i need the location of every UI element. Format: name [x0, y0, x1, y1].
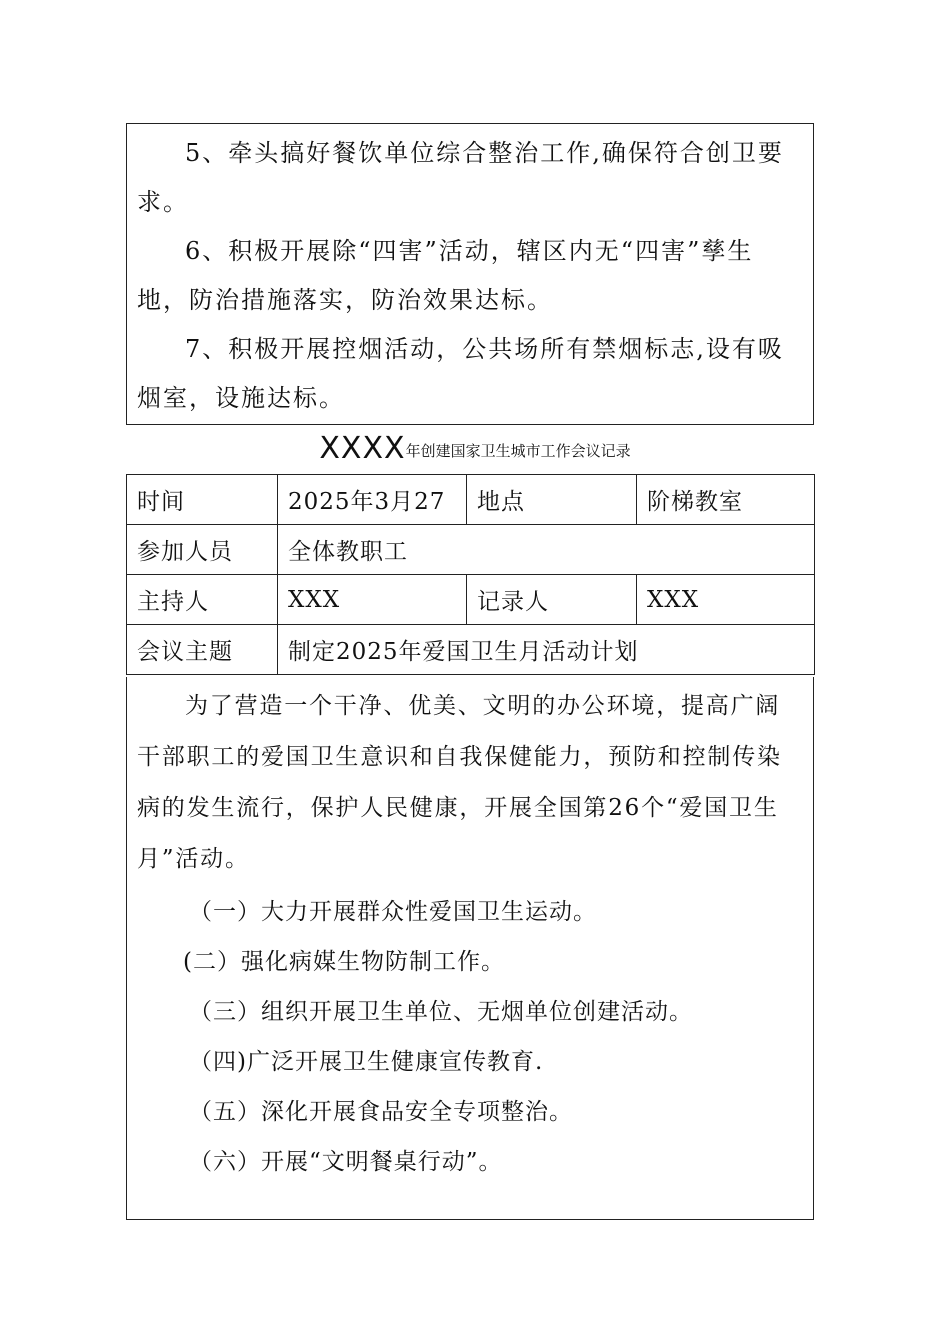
table-row [127, 575, 815, 625]
attendees-value: 全体教职工 [278, 525, 815, 575]
time-label: 时间 [127, 475, 278, 525]
topic-label: 会议主题 [127, 625, 278, 675]
topic-value: 制定2025年爱国卫生月活动计划 [278, 625, 815, 675]
paragraph-item-5: 5、牵头搞好餐饮单位综合整治工作,确保符合创卫要求。 [137, 139, 784, 216]
time-value: 2025年3月27 [278, 475, 467, 525]
place-label: 地点 [467, 475, 637, 525]
list-item: (二）强化病媒生物防制工作。 [183, 949, 505, 975]
document-title [0, 431, 950, 471]
recorder-value: XXX [637, 575, 815, 625]
title-prefix: XXXX [319, 431, 406, 466]
attendees-label: 参加人员 [127, 525, 278, 575]
paragraph-item-6: 6、积极开展除“四害”活动，辖区内无“四害”孳生地，防治措施落实，防治效果达标。 [137, 237, 754, 314]
table-row [127, 625, 815, 675]
list-item: （一）大力开展群众性爱国卫生运动。 [189, 899, 597, 925]
table-row [127, 475, 815, 525]
top-section-box [126, 123, 814, 425]
activity-list [127, 887, 813, 1187]
place-value: 阶梯教室 [637, 475, 815, 525]
list-item: （四)广泛开展卫生健康宣传教育. [189, 1049, 544, 1075]
host-label: 主持人 [127, 575, 278, 625]
recorder-label: 记录人 [467, 575, 637, 625]
meeting-content-box [126, 677, 814, 1220]
list-item: （六）开展“文明餐桌行动”。 [189, 1149, 503, 1175]
list-item: （三）组织开展卫生单位、无烟单位创建活动。 [189, 999, 693, 1025]
list-item: （五）深化开展食品安全专项整治。 [189, 1099, 573, 1125]
paragraph-item-7: 7、积极开展控烟活动，公共场所有禁烟标志,设有吸烟室，设施达标。 [137, 335, 784, 412]
table-row [127, 525, 815, 575]
host-value: XXX [278, 575, 467, 625]
title-text: 年创建国家卫生城市工作会议记录 [405, 442, 631, 460]
intro-paragraph: 为了营造一个干净、优美、文明的办公环境，提高广阔干部职工的爱国卫生意识和自我保健能力，预防和控制传染病的发生流行，保护人民健康，开展全国第26个“爱国卫生月”活动。 [137, 693, 782, 872]
meeting-info-table [126, 474, 815, 675]
